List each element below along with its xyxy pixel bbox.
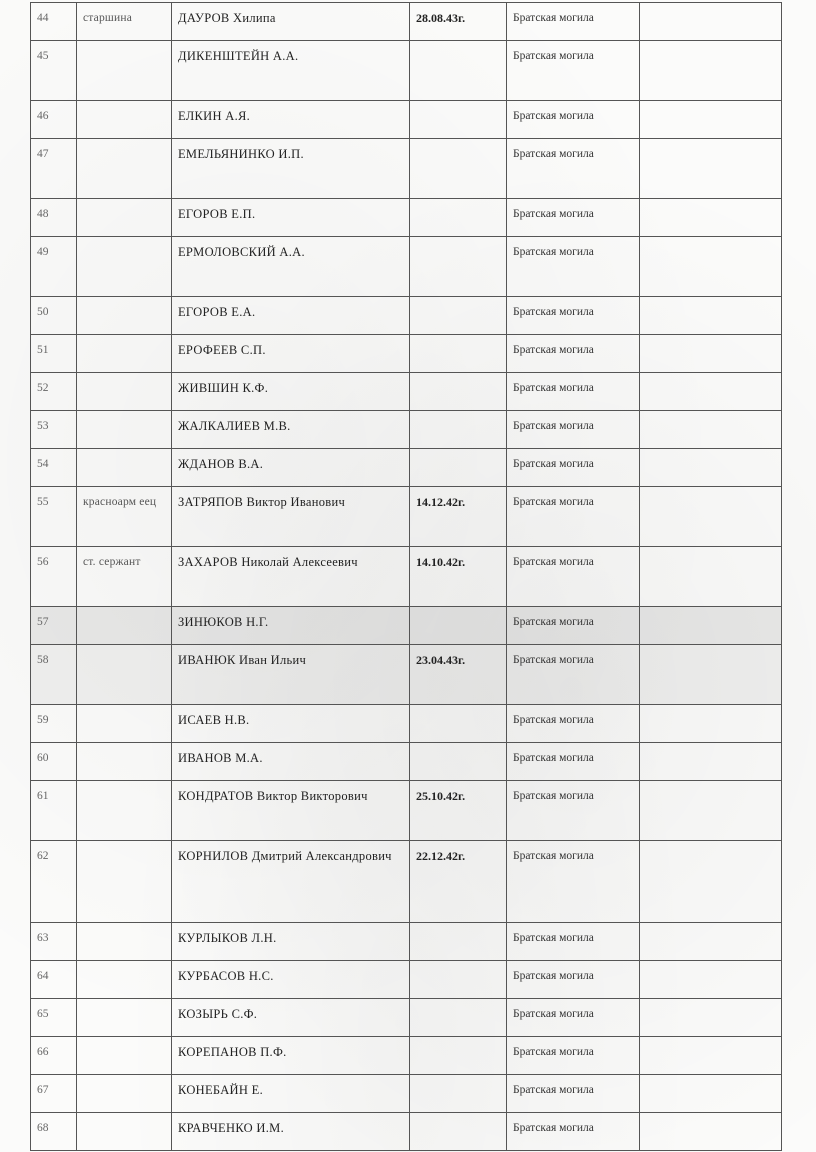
burial-place-cell: Братская могила [507, 781, 640, 841]
empty-notes-cell [640, 449, 782, 487]
row-number-cell: 56 [31, 547, 77, 607]
row-number-cell: 67 [31, 1075, 77, 1113]
death-date-cell [410, 101, 507, 139]
name-cell: КУРЛЫКОВ Л.Н. [172, 923, 410, 961]
empty-notes-cell [640, 923, 782, 961]
row-number-cell: 51 [31, 335, 77, 373]
row-number-cell: 53 [31, 411, 77, 449]
rank-cell [77, 645, 172, 705]
name-cell: ЖДАНОВ В.А. [172, 449, 410, 487]
name-cell: КОРЕПАНОВ П.Ф. [172, 1037, 410, 1075]
empty-notes-cell [640, 645, 782, 705]
row-number-cell: 60 [31, 743, 77, 781]
death-date-cell [410, 999, 507, 1037]
table-row [31, 1113, 782, 1151]
death-date-cell: 14.12.42г. [410, 487, 507, 547]
table-row [31, 1037, 782, 1075]
burial-place-cell: Братская могила [507, 1075, 640, 1113]
death-date-cell [410, 199, 507, 237]
table-row [31, 547, 782, 607]
burial-place-cell: Братская могила [507, 923, 640, 961]
table-row [31, 335, 782, 373]
table-row [31, 237, 782, 297]
death-date-cell [410, 41, 507, 101]
burial-place-cell: Братская могила [507, 607, 640, 645]
name-cell: ЖАЛКАЛИЕВ М.В. [172, 411, 410, 449]
name-cell: КОЗЫРЬ С.Ф. [172, 999, 410, 1037]
empty-notes-cell [640, 999, 782, 1037]
row-number-cell: 59 [31, 705, 77, 743]
row-number-cell: 65 [31, 999, 77, 1037]
empty-notes-cell [640, 961, 782, 999]
name-cell: КРАВЧЕНКО И.М. [172, 1113, 410, 1151]
death-date-cell [410, 1037, 507, 1075]
empty-notes-cell [640, 705, 782, 743]
name-cell: ЕГОРОВ Е.А. [172, 297, 410, 335]
row-number-cell: 48 [31, 199, 77, 237]
name-cell: ЗАТРЯПОВ Виктор Иванович [172, 487, 410, 547]
name-cell: ИВАНОВ М.А. [172, 743, 410, 781]
row-number-cell: 62 [31, 841, 77, 923]
empty-notes-cell [640, 41, 782, 101]
death-date-cell: 23.04.43г. [410, 645, 507, 705]
rank-cell [77, 373, 172, 411]
rank-cell [77, 411, 172, 449]
rank-cell [77, 961, 172, 999]
empty-notes-cell [640, 1075, 782, 1113]
burial-place-cell: Братская могила [507, 335, 640, 373]
rank-cell [77, 101, 172, 139]
empty-notes-cell [640, 411, 782, 449]
empty-notes-cell [640, 237, 782, 297]
rank-cell [77, 1113, 172, 1151]
row-number-cell: 44 [31, 3, 77, 41]
death-date-cell [410, 237, 507, 297]
name-cell: ЖИВШИН К.Ф. [172, 373, 410, 411]
row-number-cell: 57 [31, 607, 77, 645]
table-row [31, 645, 782, 705]
burial-place-cell: Братская могила [507, 547, 640, 607]
death-date-cell [410, 1075, 507, 1113]
name-cell: ЕГОРОВ Е.П. [172, 199, 410, 237]
empty-notes-cell [640, 607, 782, 645]
death-date-cell: 14.10.42г. [410, 547, 507, 607]
death-date-cell [410, 607, 507, 645]
empty-notes-cell [640, 1113, 782, 1151]
rank-cell [77, 999, 172, 1037]
name-cell: ЗАХАРОВ Николай Алексеевич [172, 547, 410, 607]
burial-place-cell: Братская могила [507, 487, 640, 547]
empty-notes-cell [640, 1037, 782, 1075]
table-row [31, 3, 782, 41]
rank-cell: красноарм еец [77, 487, 172, 547]
name-cell: ИВАНЮК Иван Ильич [172, 645, 410, 705]
burial-place-cell: Братская могила [507, 961, 640, 999]
empty-notes-cell [640, 781, 782, 841]
empty-notes-cell [640, 743, 782, 781]
empty-notes-cell [640, 547, 782, 607]
table-row [31, 487, 782, 547]
death-date-cell [410, 705, 507, 743]
rank-cell: старшина [77, 3, 172, 41]
table-row [31, 373, 782, 411]
death-date-cell [410, 1113, 507, 1151]
empty-notes-cell [640, 101, 782, 139]
rank-cell [77, 237, 172, 297]
death-date-cell: 22.12.42г. [410, 841, 507, 923]
empty-notes-cell [640, 3, 782, 41]
name-cell: КУРБАСОВ Н.С. [172, 961, 410, 999]
table-row [31, 449, 782, 487]
name-cell: ЕМЕЛЬЯНИНКО И.П. [172, 139, 410, 199]
rank-cell [77, 297, 172, 335]
row-number-cell: 47 [31, 139, 77, 199]
death-date-cell [410, 297, 507, 335]
row-number-cell: 64 [31, 961, 77, 999]
death-date-cell [410, 335, 507, 373]
burial-place-cell: Братская могила [507, 297, 640, 335]
burial-place-cell: Братская могила [507, 139, 640, 199]
table-row [31, 607, 782, 645]
burial-place-cell: Братская могила [507, 449, 640, 487]
name-cell: ДАУРОВ Хилипа [172, 3, 410, 41]
burial-place-cell: Братская могила [507, 199, 640, 237]
burial-place-cell: Братская могила [507, 705, 640, 743]
burial-place-cell: Братская могила [507, 999, 640, 1037]
death-date-cell [410, 449, 507, 487]
row-number-cell: 45 [31, 41, 77, 101]
death-date-cell: 25.10.42г. [410, 781, 507, 841]
rank-cell [77, 139, 172, 199]
table-row [31, 705, 782, 743]
empty-notes-cell [640, 487, 782, 547]
rank-cell [77, 41, 172, 101]
burial-place-cell: Братская могила [507, 645, 640, 705]
death-date-cell [410, 411, 507, 449]
row-number-cell: 63 [31, 923, 77, 961]
death-date-cell: 28.08.43г. [410, 3, 507, 41]
rank-cell [77, 199, 172, 237]
burial-place-cell: Братская могила [507, 841, 640, 923]
row-number-cell: 55 [31, 487, 77, 547]
row-number-cell: 68 [31, 1113, 77, 1151]
table-row [31, 411, 782, 449]
table-row [31, 781, 782, 841]
name-cell: КОНДРАТОВ Виктор Викторович [172, 781, 410, 841]
name-cell: ЕРОФЕЕВ С.П. [172, 335, 410, 373]
burial-place-cell: Братская могила [507, 3, 640, 41]
empty-notes-cell [640, 335, 782, 373]
rank-cell [77, 1037, 172, 1075]
rank-cell: ст. сержант [77, 547, 172, 607]
name-cell: ЗИНЮКОВ Н.Г. [172, 607, 410, 645]
row-number-cell: 49 [31, 237, 77, 297]
table-row [31, 297, 782, 335]
row-number-cell: 46 [31, 101, 77, 139]
burial-place-cell: Братская могила [507, 101, 640, 139]
empty-notes-cell [640, 841, 782, 923]
burial-place-cell: Братская могила [507, 743, 640, 781]
table-row [31, 1075, 782, 1113]
death-date-cell [410, 743, 507, 781]
rank-cell [77, 781, 172, 841]
table-row [31, 101, 782, 139]
empty-notes-cell [640, 373, 782, 411]
table-row [31, 923, 782, 961]
name-cell: ИСАЕВ Н.В. [172, 705, 410, 743]
row-number-cell: 66 [31, 1037, 77, 1075]
rank-cell [77, 607, 172, 645]
burial-list-table [30, 2, 782, 1151]
burial-place-cell: Братская могила [507, 1113, 640, 1151]
rank-cell [77, 923, 172, 961]
table-row [31, 961, 782, 999]
death-date-cell [410, 961, 507, 999]
name-cell: ДИКЕНШТЕЙН А.А. [172, 41, 410, 101]
name-cell: ЕРМОЛОВСКИЙ А.А. [172, 237, 410, 297]
row-number-cell: 58 [31, 645, 77, 705]
death-date-cell [410, 923, 507, 961]
burial-place-cell: Братская могила [507, 1037, 640, 1075]
name-cell: КОРНИЛОВ Дмитрий Александрович [172, 841, 410, 923]
empty-notes-cell [640, 297, 782, 335]
burial-place-cell: Братская могила [507, 237, 640, 297]
row-number-cell: 50 [31, 297, 77, 335]
burial-place-cell: Братская могила [507, 41, 640, 101]
rank-cell [77, 449, 172, 487]
row-number-cell: 54 [31, 449, 77, 487]
table-row [31, 999, 782, 1037]
death-date-cell [410, 373, 507, 411]
rank-cell [77, 1075, 172, 1113]
table-row [31, 841, 782, 923]
rank-cell [77, 705, 172, 743]
table-row [31, 199, 782, 237]
rank-cell [77, 335, 172, 373]
empty-notes-cell [640, 139, 782, 199]
table-body [31, 3, 782, 1151]
death-date-cell [410, 139, 507, 199]
burial-place-cell: Братская могила [507, 411, 640, 449]
burial-place-cell: Братская могила [507, 373, 640, 411]
rank-cell [77, 743, 172, 781]
table-row [31, 139, 782, 199]
row-number-cell: 52 [31, 373, 77, 411]
rank-cell [77, 841, 172, 923]
name-cell: ЕЛКИН А.Я. [172, 101, 410, 139]
empty-notes-cell [640, 199, 782, 237]
table-row [31, 41, 782, 101]
row-number-cell: 61 [31, 781, 77, 841]
name-cell: КОНЕБАЙН Е. [172, 1075, 410, 1113]
table-row [31, 743, 782, 781]
